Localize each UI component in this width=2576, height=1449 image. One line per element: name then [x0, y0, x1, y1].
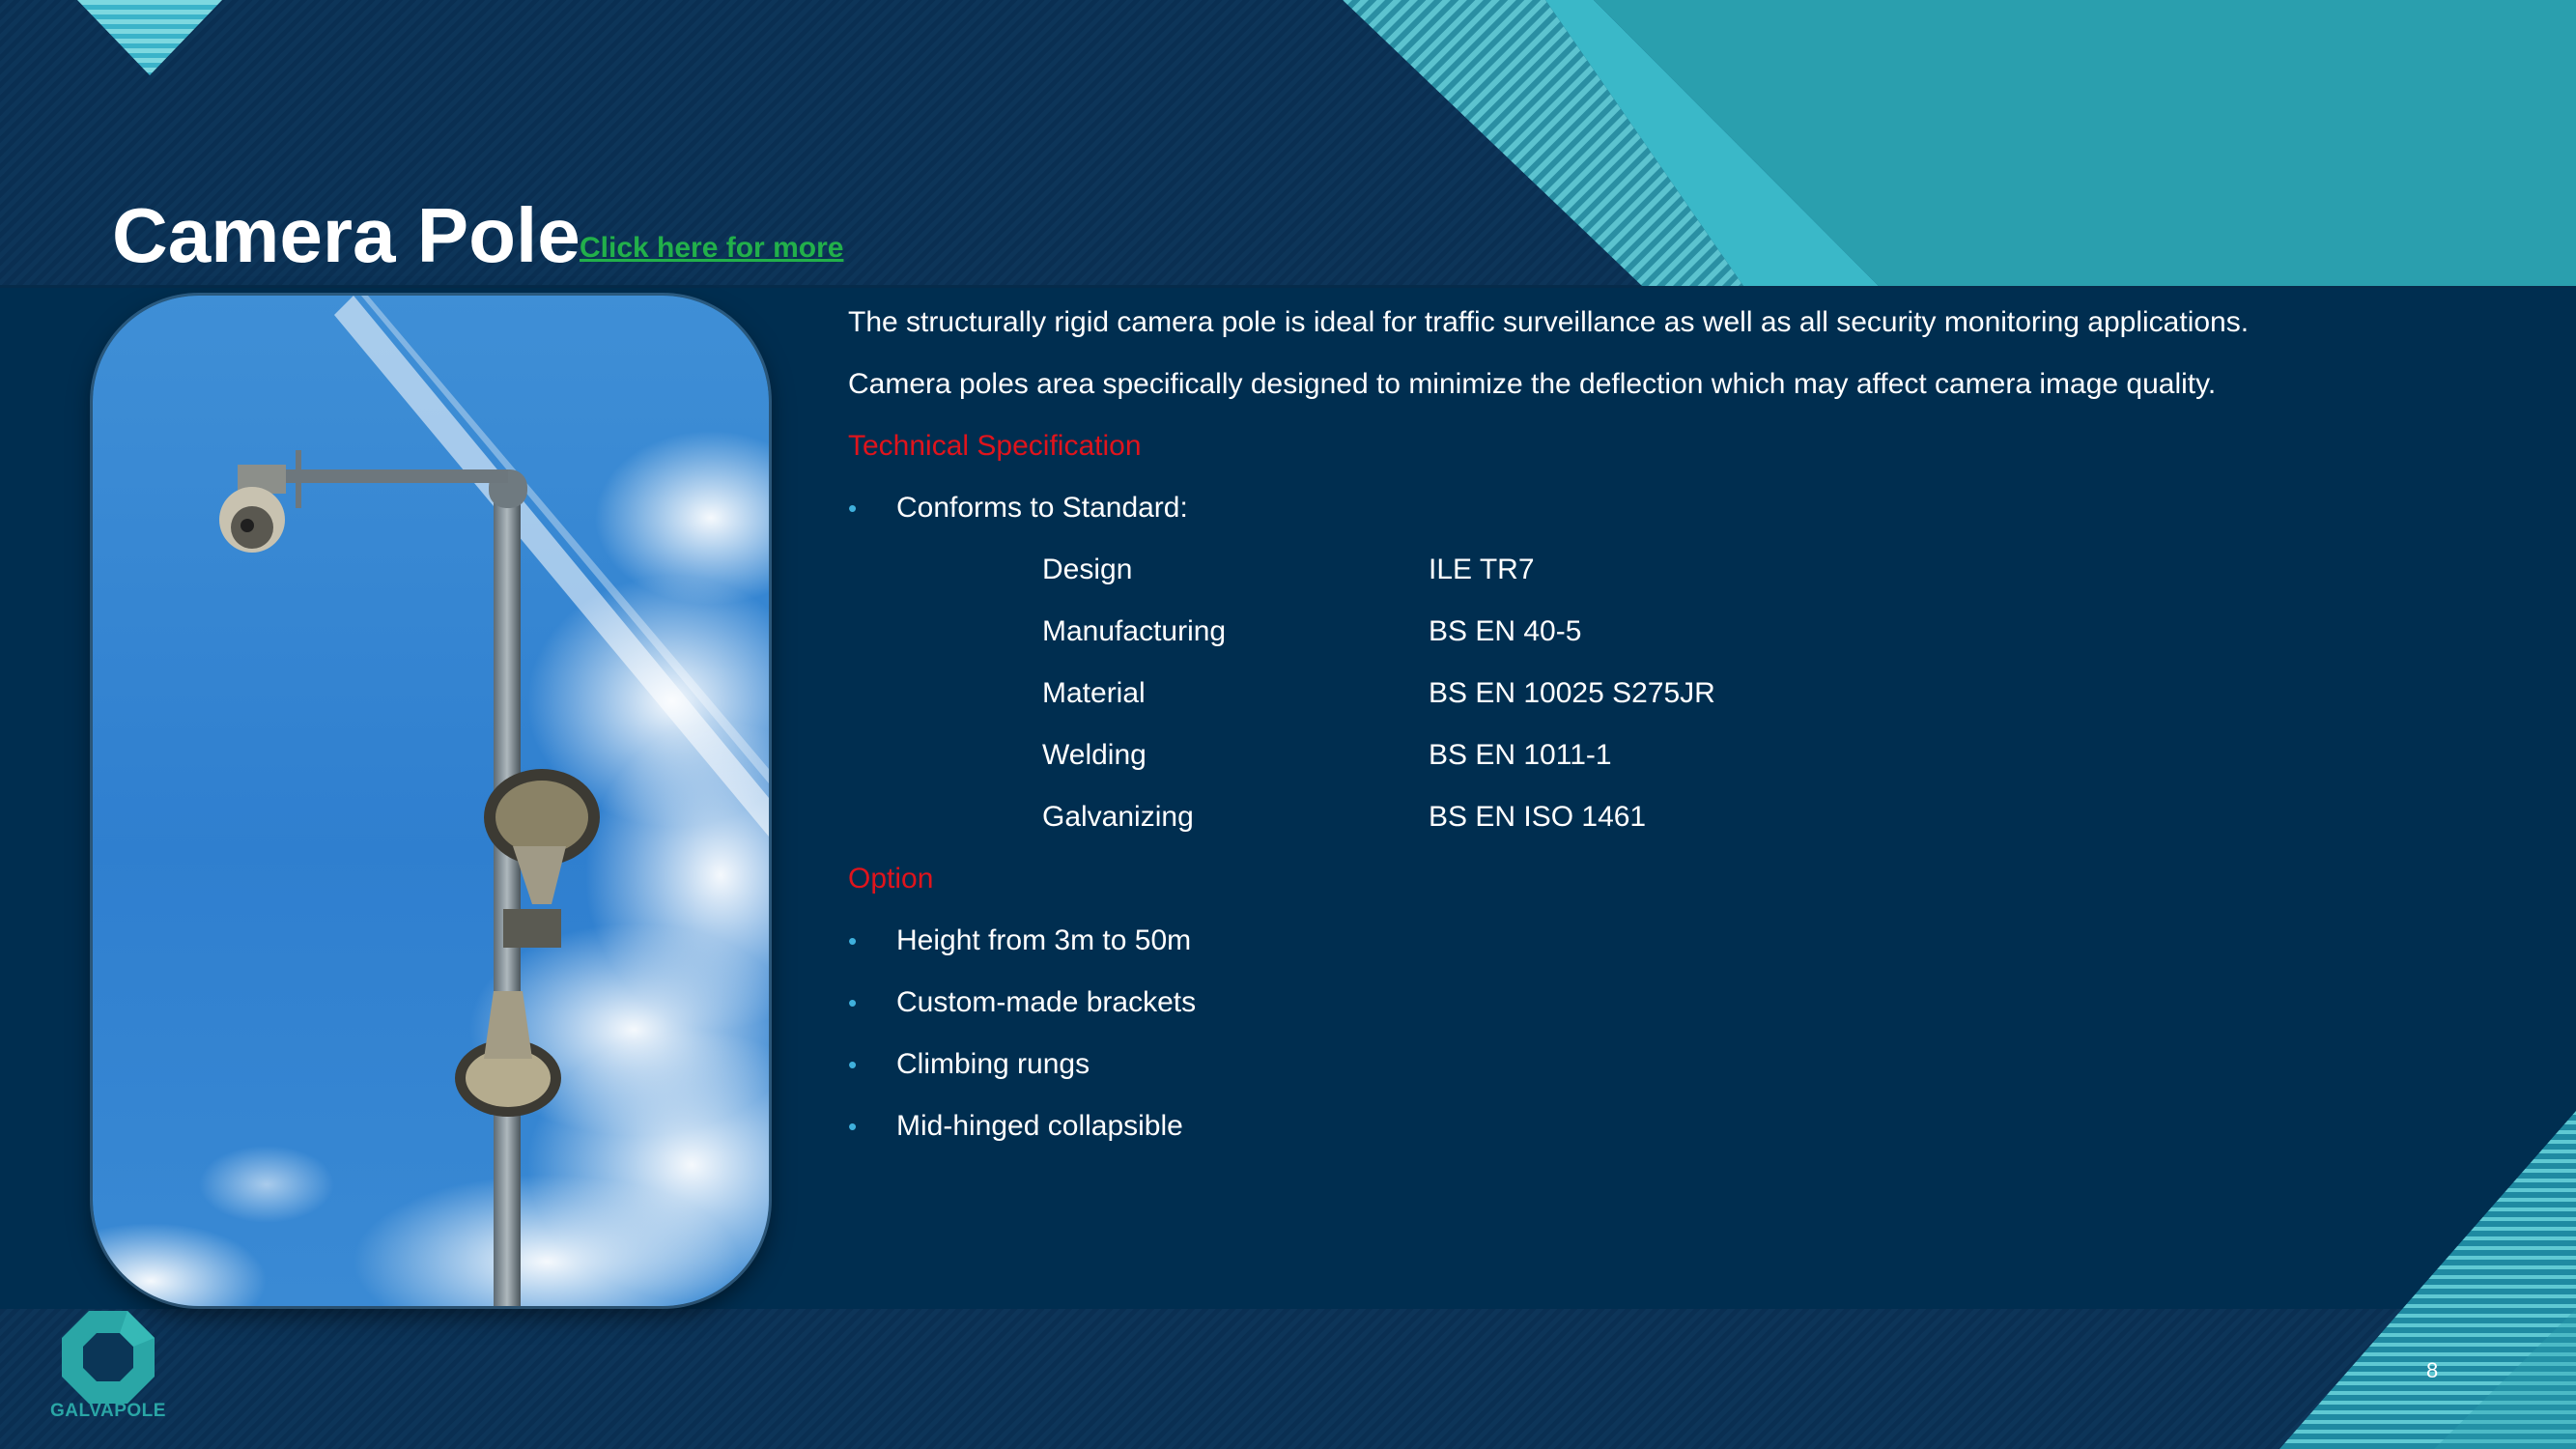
option-text: Mid-hinged collapsible: [896, 1110, 1183, 1142]
bullet-icon: •: [848, 494, 858, 523]
logo-text: GALVAPOLE: [50, 1401, 166, 1421]
spec-value: BS EN 40-5: [1429, 615, 1582, 647]
spec-value: BS EN 1011-1: [1429, 739, 1612, 771]
spec-value: BS EN ISO 1461: [1429, 801, 1647, 833]
intro-paragraph-1: The structurally rigid camera pole is ideal for traffic surveillance as well as all security monitoring applications.: [848, 306, 2250, 338]
bullet-icon: •: [848, 1112, 858, 1141]
camera-pole-photo: [93, 296, 769, 1306]
option-heading: Option: [848, 863, 934, 895]
spec-value: BS EN 10025 S275JR: [1429, 677, 1715, 709]
page-number: 8: [2426, 1358, 2439, 1382]
page-title: Camera Pole: [112, 192, 580, 278]
intro-paragraph-2: Camera poles area specifically designed to minimize the deflection which may affect camera image quality.: [848, 368, 2217, 400]
spec-label: Manufacturing: [1042, 615, 1227, 647]
bullet-icon: •: [848, 1050, 858, 1079]
top-left-triangle: [77, 0, 222, 75]
spec-value: ILE TR7: [1429, 554, 1535, 585]
spec-label: Welding: [1042, 739, 1146, 771]
tech-spec-heading: Technical Specification: [848, 430, 1142, 462]
bullet-icon: •: [848, 926, 858, 955]
standard-label: Conforms to Standard:: [896, 492, 1188, 524]
spec-label: Galvanizing: [1042, 801, 1194, 833]
bullet-icon: •: [848, 988, 858, 1017]
option-text: Climbing rungs: [896, 1048, 1090, 1080]
spec-label: Design: [1042, 554, 1133, 585]
click-here-link[interactable]: Click here for more: [580, 232, 844, 264]
option-text: Height from 3m to 50m: [896, 924, 1192, 956]
spec-label: Material: [1042, 677, 1146, 709]
option-text: Custom-made brackets: [896, 986, 1197, 1018]
